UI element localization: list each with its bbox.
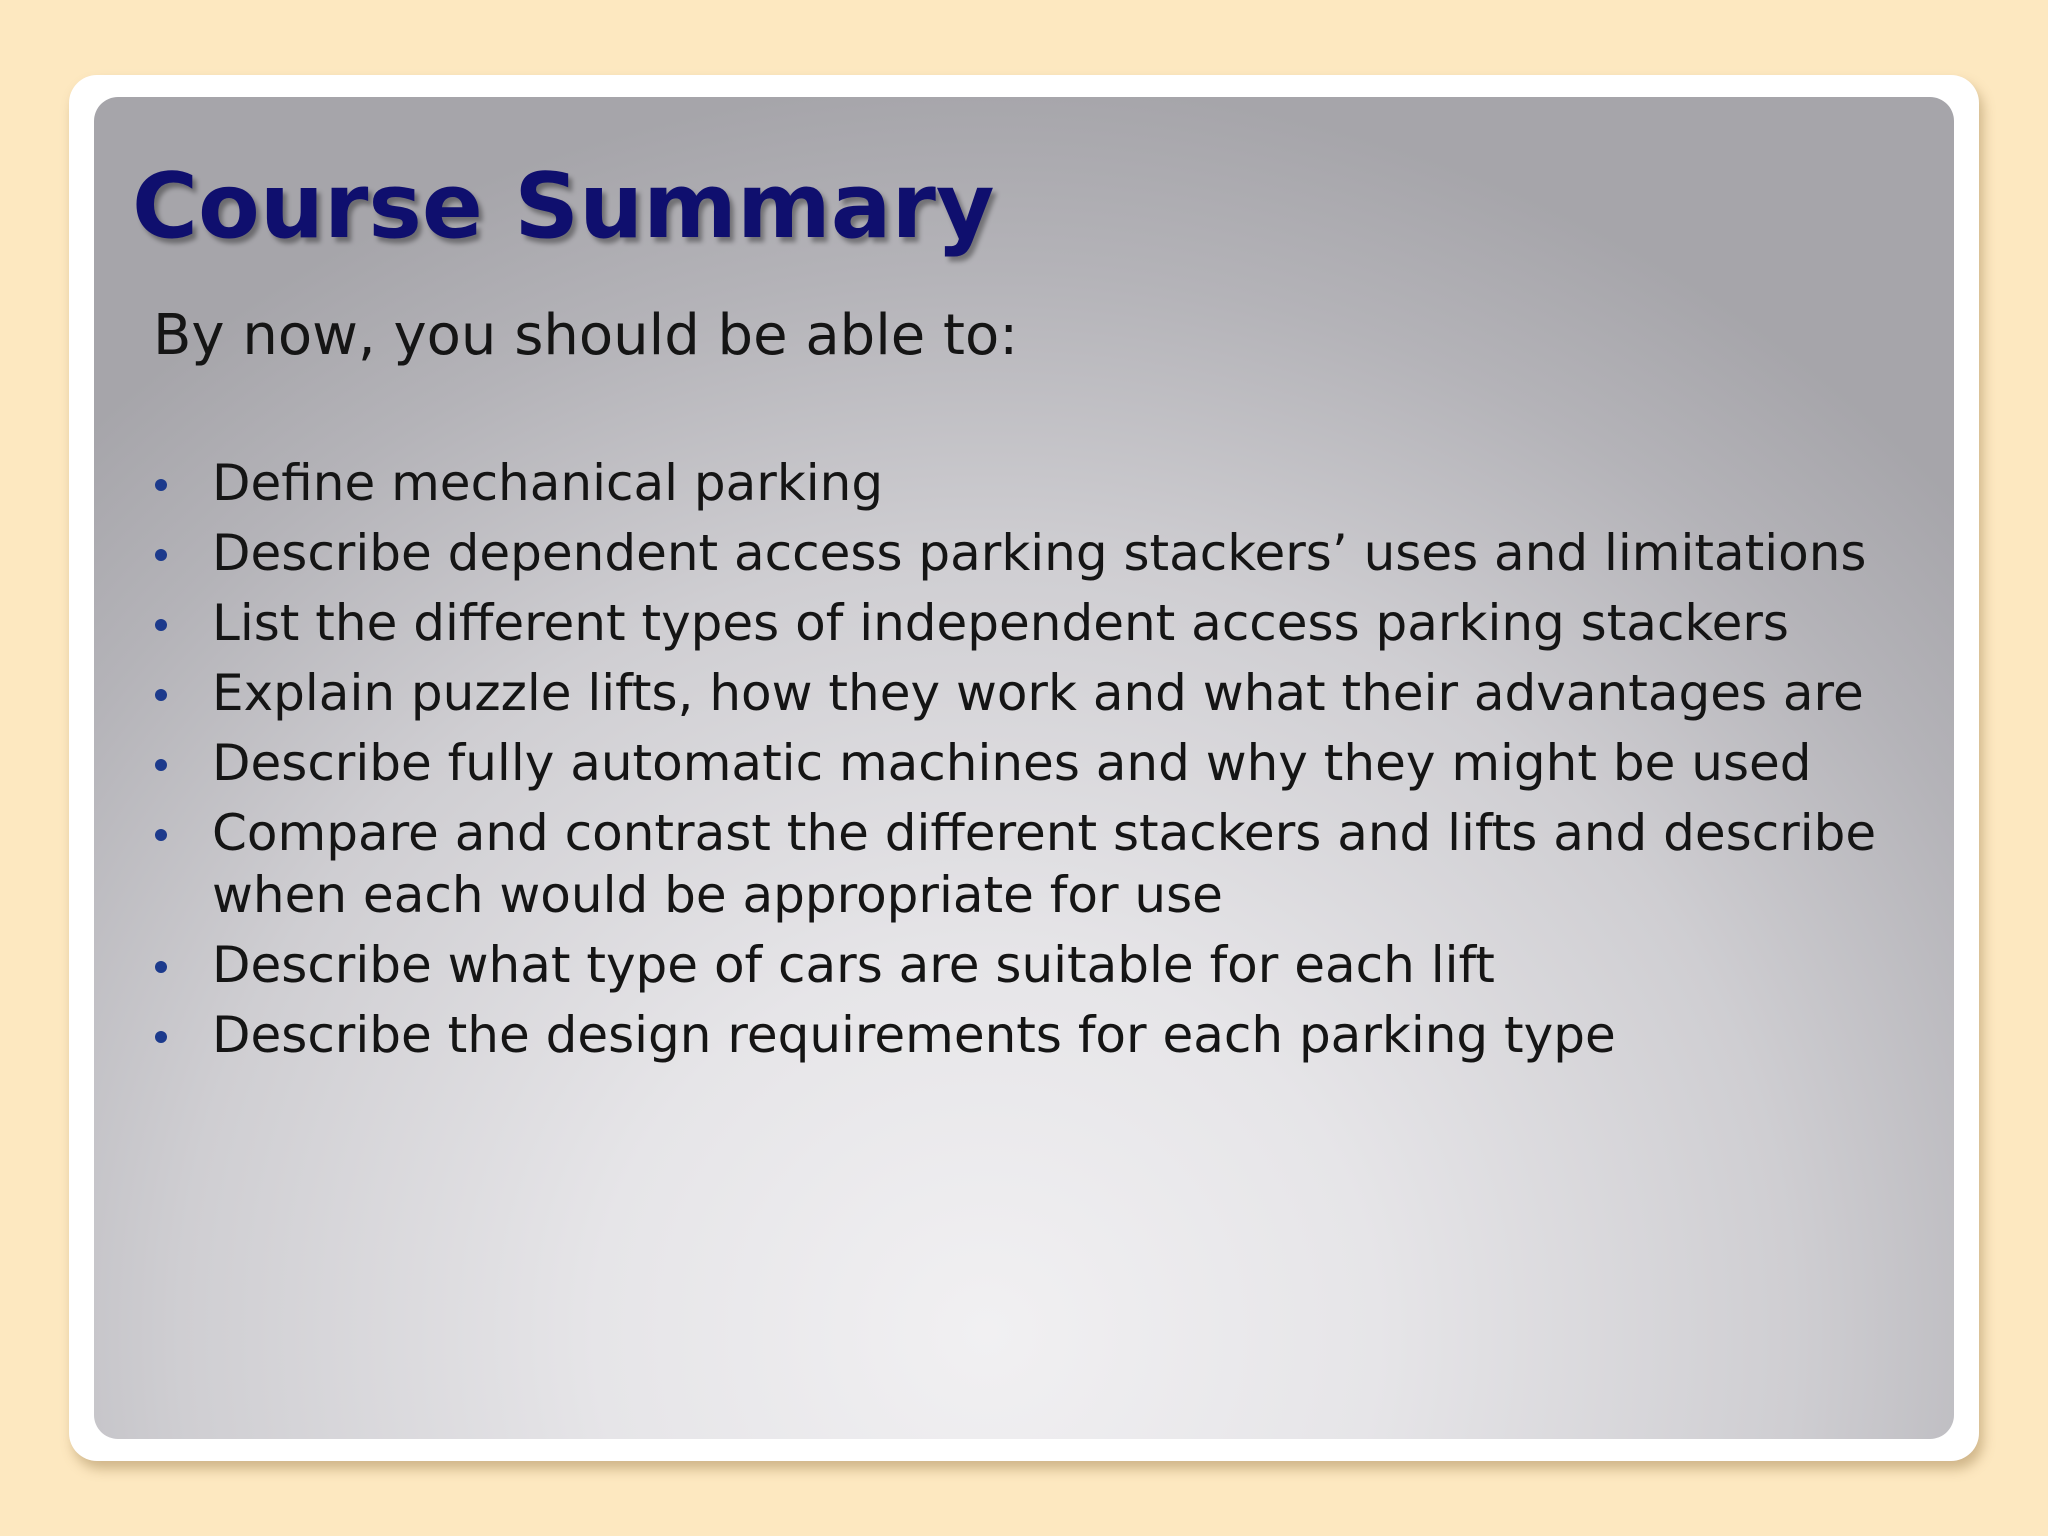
bullet-text: Describe dependent access parking stackers’ uses and limitations — [212, 524, 1867, 582]
bullet-item — [153, 522, 1943, 584]
bullet-dot-icon — [155, 829, 167, 841]
bullet-item — [153, 934, 1943, 996]
slide-panel — [94, 97, 1954, 1439]
bullet-text: Compare and contrast the different stackers and lifts and describe when each would be appropriate for use — [212, 804, 1877, 924]
bullet-dot-icon — [155, 1031, 167, 1043]
bullet-item — [153, 802, 1943, 926]
slide-frame — [69, 75, 1979, 1461]
bullet-item — [153, 592, 1943, 654]
bullet-text: Describe fully automatic machines and why they might be used — [212, 734, 1812, 792]
bullet-item — [153, 662, 1943, 724]
bullet-text: Define mechanical parking — [212, 454, 884, 512]
bullet-list — [153, 452, 1943, 1074]
bullet-text: Describe what type of cars are suitable for each lift — [212, 936, 1495, 994]
bullet-dot-icon — [155, 961, 167, 973]
bullet-item — [153, 1004, 1943, 1066]
bullet-item — [153, 452, 1943, 514]
bullet-text: Describe the design requirements for each parking type — [212, 1006, 1616, 1064]
bullet-text: Explain puzzle lifts, how they work and what their advantages are — [212, 664, 1864, 722]
slide-title: Course Summary — [132, 154, 995, 259]
bullet-dot-icon — [155, 549, 167, 561]
bullet-dot-icon — [155, 479, 167, 491]
bullet-dot-icon — [155, 689, 167, 701]
bullet-text: List the different types of independent access parking stackers — [212, 594, 1789, 652]
bullet-dot-icon — [155, 619, 167, 631]
bullet-item — [153, 732, 1943, 794]
bullet-dot-icon — [155, 759, 167, 771]
slide-intro: By now, you should be able to: — [153, 303, 1019, 368]
